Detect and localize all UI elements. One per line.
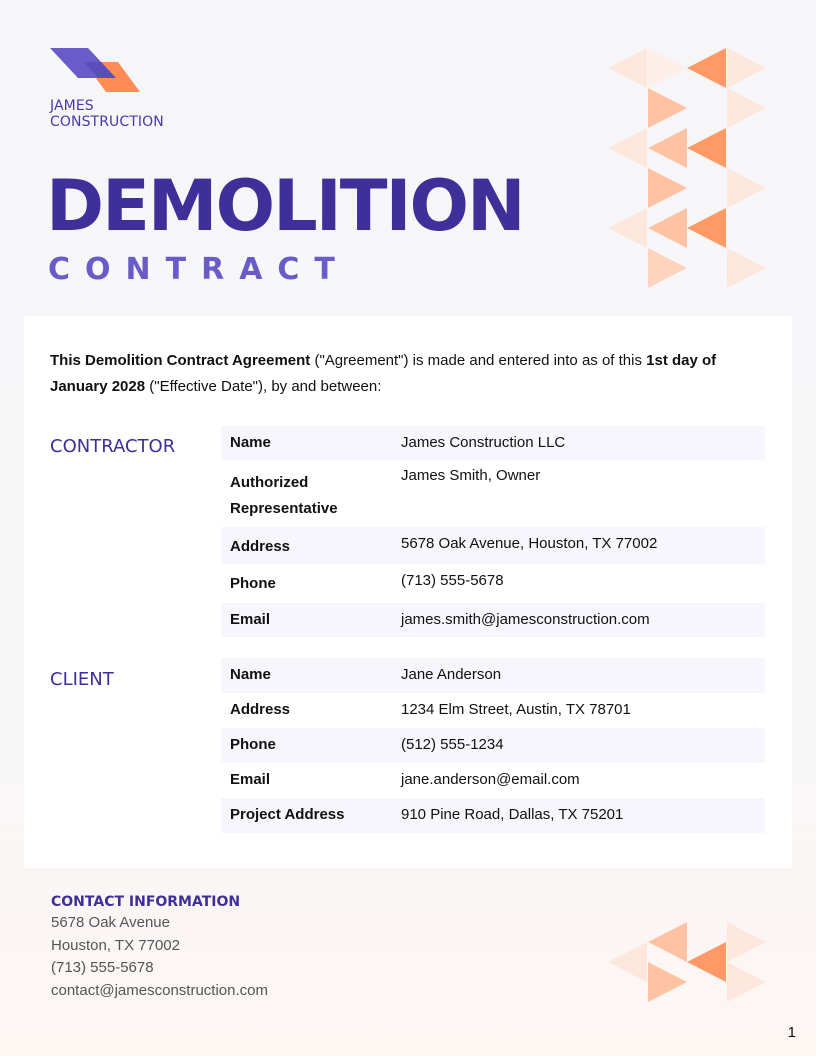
row-key: Name: [230, 434, 271, 451]
contact-line: 5678 Oak Avenue: [51, 914, 170, 931]
row-key: Phone: [230, 575, 276, 592]
contact-info: [51, 892, 268, 1002]
row-key: Phone: [230, 736, 276, 753]
contractor-table: [221, 426, 765, 637]
intro-bold-1: This Demolition Contract Agreement: [50, 352, 311, 369]
contact-line: contact@jamesconstruction.com: [51, 981, 268, 999]
table-row: [221, 798, 765, 833]
table-row: [221, 460, 765, 527]
row-value: 910 Pine Road, Dallas, TX 75201: [401, 806, 624, 823]
logo-line-2: CONSTRUCTION: [50, 114, 164, 130]
table-row: [221, 693, 765, 728]
intro-text-1: ("Agreement") is made and entered into as of this: [310, 352, 647, 369]
triangle-pattern-top: [608, 48, 766, 288]
logo-line-1: JAMES: [50, 98, 94, 114]
row-key: Name: [230, 666, 271, 683]
table-row: [221, 527, 765, 564]
row-value: James Smith, Owner: [401, 467, 541, 484]
table-row: [221, 426, 765, 460]
row-key: Email: [230, 771, 271, 788]
row-value: (713) 555-5678: [401, 572, 504, 589]
row-value: jane.anderson@email.com: [401, 771, 580, 788]
row-value: james.smith@jamesconstruction.com: [401, 611, 650, 628]
row-value: Jane Anderson: [401, 666, 502, 683]
contractor-label: CONTRACTOR: [50, 436, 176, 457]
document-subtitle: CONTRACT: [48, 252, 350, 287]
client-label: CLIENT: [50, 669, 114, 690]
company-logo: [50, 48, 180, 130]
table-row: [221, 564, 765, 603]
row-key: Address: [230, 701, 291, 718]
row-value: James Construction LLC: [401, 434, 566, 451]
triangle-pattern-bottom: [608, 922, 766, 1002]
contact-line: Houston, TX 77002: [51, 936, 180, 954]
row-key: Email: [230, 611, 271, 628]
row-value: 5678 Oak Avenue, Houston, TX 77002: [401, 535, 658, 552]
row-value: 1234 Elm Street, Austin, TX 78701: [401, 701, 631, 718]
logo-text: [50, 98, 180, 130]
intro-bold-2: 1st day of January 2028: [50, 352, 717, 395]
table-row: [221, 658, 765, 693]
client-table: [221, 658, 765, 833]
table-row: [221, 728, 765, 763]
row-key: Address: [230, 538, 291, 555]
row-value: (512) 555-1234: [401, 736, 504, 753]
page-number: 1: [787, 1024, 796, 1041]
intro-paragraph: [50, 348, 760, 400]
table-row: [221, 603, 765, 637]
intro-text-2: ("Effective Date"), by and between:: [145, 378, 382, 395]
row-key: Authorized Representative: [230, 474, 338, 517]
document-title: DEMOLITION: [46, 165, 524, 247]
row-key: Project Address: [230, 806, 345, 823]
table-row: [221, 763, 765, 798]
logo-mark-icon: [50, 48, 142, 94]
contact-line: (713) 555-5678: [51, 959, 154, 976]
contract-card: [24, 316, 792, 868]
contact-title: CONTACT INFORMATION: [51, 894, 241, 910]
